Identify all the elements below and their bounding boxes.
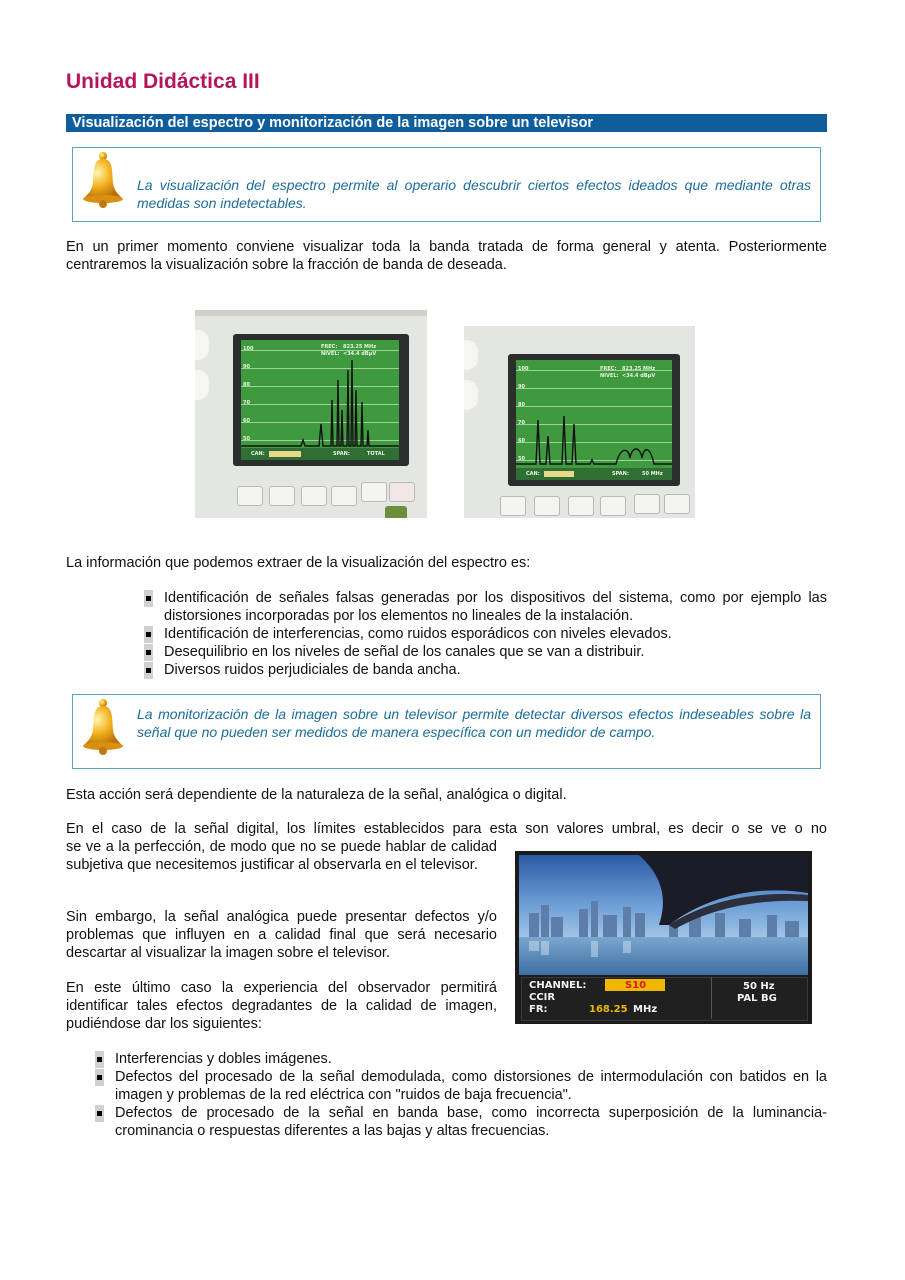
spectrum-info-list [164,589,827,679]
nivel-value: <34.4 dBμV [622,373,656,379]
city-bridge-image [519,855,808,975]
paragraph-nature: Esta acción será dependiente de la naturaleza de la señal, analógica o digital. [66,787,567,803]
y-tick: 70 [518,420,525,426]
list-item: Defectos del procesado de la señal demodulada, como distorsiones de intermodulación con batidos en la imagen y problemas de la red eléctrica con "ruidos de baja frecuencia". [115,1068,827,1104]
bullet-icon [95,1069,104,1086]
y-tick: 80 [518,402,525,408]
y-tick: 60 [243,418,250,424]
bell-icon [81,151,125,209]
can-label: CAN: [526,471,540,477]
channel-value: S10 [625,980,647,991]
frec-label: FREC: [600,366,617,372]
y-tick: 100 [518,366,529,372]
channel-label: CHANNEL: [529,980,587,991]
list-item: Diversos ruidos perjudiciales de banda ancha. [164,661,827,679]
bullet-icon [95,1051,104,1068]
tv-standard: CCIR [529,992,556,1003]
bullet-icon [144,644,153,661]
tv-frequency-hz: 50 Hz [743,981,775,992]
y-tick: 50 [518,456,525,462]
nivel-value: <34.4 dBμV [343,351,377,357]
can-label: CAN: [251,451,265,457]
fr-label: FR: [529,1004,548,1015]
spectrum-trace [241,340,399,448]
span-label: SPAN: [333,451,350,457]
nivel-label: NIVEL: [321,351,340,357]
section-heading: Visualización del espectro y monitorización de la imagen sobre un televisor [66,114,827,132]
y-tick: 90 [243,364,250,370]
span-value: TOTAL [367,451,385,457]
note-1-text: La visualización del espectro permite al operario descubrir ciertos efectos ideados que mediante otras medidas son indetectables. [137,177,811,211]
tv-system: PAL BG [737,993,777,1004]
paragraph-info: La información que podemos extraer de la visualización del espectro es: [66,555,531,571]
frec-value: 823.25 MHz [622,366,656,372]
y-tick: 80 [243,382,250,388]
spectrum-analyzer-photo-2 [464,326,695,518]
spectrum-trace [516,360,672,468]
paragraph-digital-rest: se ve a la perfección, de modo que no se puede hablar de calidad subjetiva que necesitemos justificar al observarla en el televisor. [66,839,497,873]
paragraph-intro: En un primer momento conviene visualizar toda la banda tratada de forma general y atenta. Posteriormente centraremos la visualización sobre la fracción de banda de deseada. [66,239,827,273]
nivel-label: NIVEL: [600,373,619,379]
y-tick: 70 [243,400,250,406]
frec-value: 823.25 MHz [343,344,377,350]
y-tick: 100 [243,346,254,352]
paragraph-analog: Sin embargo, la señal analógica puede presentar defectos y/o problemas que influyen en a calidad final que será necesario descartar al visualizar la imagen sobre el televisor. [66,909,497,961]
bullet-icon [144,626,153,643]
note-2-text: La monitorización de la imagen sobre un televisor permite detectar diversos efectos indeseables sobre la señal que no pueden ser medidos de manera específica con un medidor de campo. [137,706,811,740]
list-item: Desequilibrio en los niveles de señal de los canales que se van a distribuir. [164,643,827,661]
list-item: Identificación de señales falsas generadas por los dispositivos del sistema, como por ejemplo las distorsiones incorporadas por los elementos no lineales de la instalación. [164,589,827,625]
note-box-2 [72,694,821,769]
note-box-1 [72,147,821,222]
page-title: Unidad Didáctica III [66,70,260,93]
fr-value: 168.25 [589,1004,628,1015]
list-item: Interferencias y dobles imágenes. [115,1050,827,1068]
span-label: SPAN: [612,471,629,477]
bullet-icon [95,1105,104,1122]
span-value: 50 MHz [642,471,663,477]
list-item: Defectos de procesado de la señal en banda base, como incorrecta superposición de la luminancia-crominancia o respuestas diferentes a las bajas y altas frecuencias. [115,1104,827,1140]
bullet-icon [144,590,153,607]
paragraph-digital-first-line: En el caso de la señal digital, los límites establecidos para esta son valores umbral, es decir o se ve o no [66,821,827,837]
y-tick: 50 [243,436,250,442]
spectrum-analyzer-photo-1 [195,310,427,518]
list-item: Identificación de interferencias, como ruidos esporádicos con niveles elevados. [164,625,827,643]
tv-monitor-photo [515,851,812,1024]
bullet-icon [144,662,153,679]
analog-defects-list [115,1050,827,1140]
y-tick: 90 [518,384,525,390]
bell-icon [81,698,125,756]
paragraph-observer: En este último caso la experiencia del observador permitirá identificar tales efectos degradantes de la calidad de imagen, pudiéndose dar los siguientes: [66,980,497,1032]
frec-label: FREC: [321,344,338,350]
y-tick: 60 [518,438,525,444]
fr-unit: MHz [633,1004,658,1015]
